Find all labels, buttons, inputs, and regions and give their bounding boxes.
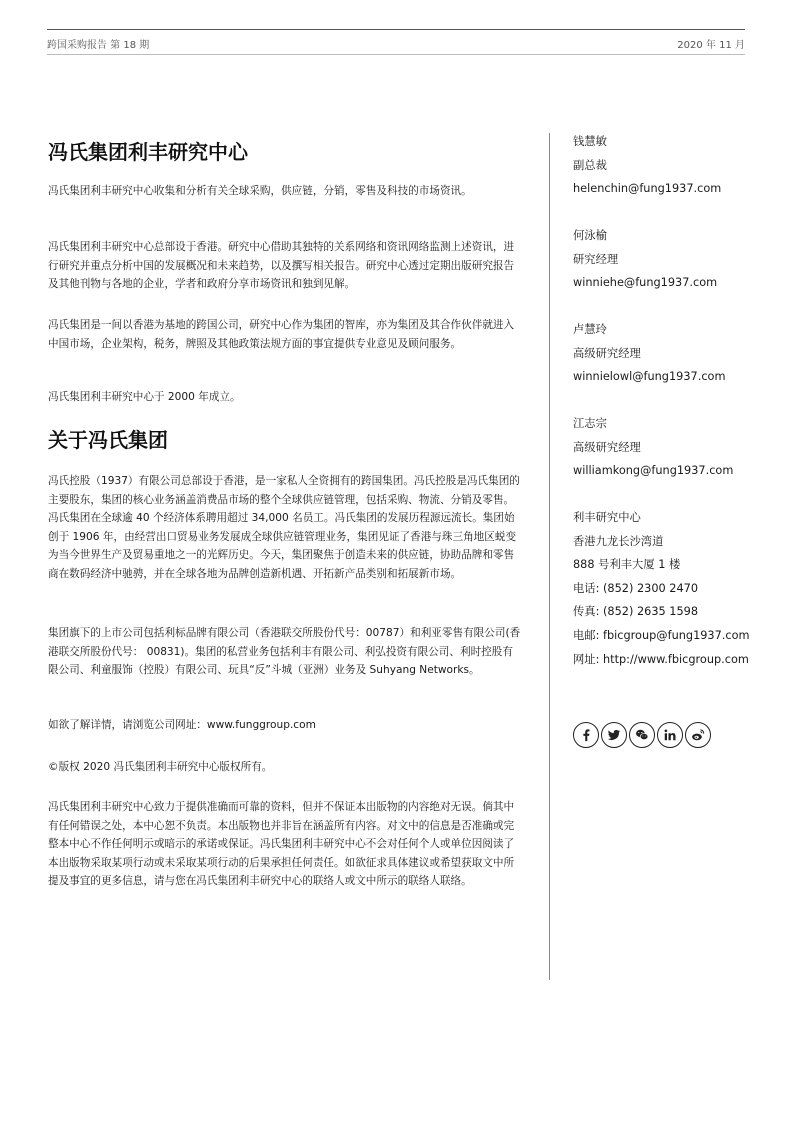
contact-name: 钱慧敏 [573, 135, 607, 148]
twitter-icon[interactable] [601, 722, 627, 748]
about-paragraph-1: 冯氏控股（1937）有限公司总部设于香港，是一家私人全资拥有的跨国集团。冯氏控股是冯氏集团的主要股东，集团的核心业务涵盖消费品市场的整个全球供应链管理，包括采购、物流、分销及零售。冯氏集团在全球逾 40 个经济体系聘用超过 34,000 名员工。冯氏集团的发展历程源远流长。集团始创于 1906 年，由经营出口贸易业务发展成全球供应链管理业务，集团见证了香港与珠三角地区蜕变为当今世界生产及贸易重地之一的光辉历史。今天，集团聚焦于创造未来的供应链，协助品牌和零售商在数码经济中驰骋，并在全球各地为品牌创造新机遇、开拓新产品类别和拓展新市场。 [48, 475, 520, 580]
about-paragraph-2: 集团旗下的上市公司包括利标品牌有限公司（香港联交所股份代号：00787）和利亚零售有限公司(香港联交所股份代号： 00831)。集团的私营业务包括利丰有限公司、利弘投资有限公司、利时控股有限公司、利童服饰（控股）有限公司、玩具“反”斗城（亚洲）业务及 Suhyang Networks。 [48, 627, 521, 677]
research-paragraph-1: 冯氏集团利丰研究中心收集和分析有关全球采购，供应链，分销，零售及科技的市场资讯。 [48, 185, 472, 197]
copyright-text: ©版权 2020 冯氏集团利丰研究中心版权所有。 [48, 761, 273, 773]
page-header [47, 29, 745, 55]
contact-email[interactable]: winniehe@fung1937.com [573, 276, 718, 290]
wechat-icon[interactable] [629, 722, 655, 748]
about-website-text: 如欲了解详情，请浏览公司网址：www.funggroup.com [48, 719, 316, 731]
contact-card [573, 412, 733, 483]
weibo-icon[interactable] [685, 722, 711, 748]
social-links [573, 722, 711, 752]
contact-title: 研究经理 [573, 252, 619, 266]
office-address-line-1: 香港九龙长沙湾道 [573, 534, 664, 548]
contact-email[interactable]: williamkong@fung1937.com [573, 464, 734, 478]
office-phone: 电话: (852) 2300 2470 [573, 581, 699, 595]
research-paragraph-2: 冯氏集团利丰研究中心总部设于香港。研究中心借助其独特的关系网络和资讯网络监测上述资讯，进行研究并重点分析中国的发展概况和未来趋势，以及撰写相关报告。研究中心透过定期出版研究报告及其他刊物与各地的企业，学者和政府分享市场资讯和独到见解。 [48, 241, 515, 291]
contact-card [573, 224, 717, 295]
contact-card [573, 130, 721, 201]
contact-name: 何泳榆 [573, 229, 607, 242]
contact-title: 高级研究经理 [573, 346, 641, 360]
office-address-line-2: 888 号利丰大厦 1 楼 [573, 558, 681, 572]
contact-card [573, 318, 725, 389]
research-paragraph-4: 冯氏集团利丰研究中心于 2000 年成立。 [48, 391, 241, 403]
contact-email[interactable]: winnielowl@fung1937.com [573, 370, 726, 384]
office-name: 利丰研究中心 [573, 511, 641, 524]
research-paragraph-3: 冯氏集团是一间以香港为基地的跨国公司，研究中心作为集团的智库，亦为集团及其合作伙伴就进入中国市场，企业架构，税务，牌照及其他政策法规方面的事宜提供专业意见及顾问服务。 [48, 319, 515, 350]
contact-email[interactable]: helenchin@fung1937.com [573, 182, 722, 196]
contact-name: 卢慧玲 [573, 323, 607, 336]
office-info [573, 506, 750, 671]
report-issue: 跨国采购报告 第 18 期 [47, 40, 150, 51]
contact-name: 江志宗 [573, 417, 607, 430]
about-title: 关于冯氏集团 [48, 428, 168, 452]
disclaimer-text: 冯氏集团利丰研究中心致力于提供准确而可靠的资料，但并不保证本出版物的内容绝对无误。倘其中有任何错误之处，本中心恕不负责。本出版物也并非旨在涵盖所有内容。对文中的信息是否准确或完整本中心不作任何明示或暗示的承诺或保证。冯氏集团利丰研究中心不会对任何个人或单位因阅读了本出版物采取某项行动或未采取某项行动的后果承担任何责任。如欲征求具体建议或希望获取文中所提及事宜的更多信息，请与您在冯氏集团利丰研究中心的联络人或文中所示的联络人联络。 [48, 801, 515, 888]
office-email[interactable]: 电邮: fbicgroup@fung1937.com [573, 628, 750, 642]
office-website[interactable]: 网址: http://www.fbicgroup.com [573, 652, 749, 666]
column-divider [549, 133, 550, 980]
office-fax: 传真: (852) 2635 1598 [573, 605, 699, 619]
contact-title: 高级研究经理 [573, 440, 641, 454]
contact-title: 副总裁 [573, 158, 607, 172]
facebook-icon[interactable] [573, 722, 599, 748]
linkedin-icon[interactable] [657, 722, 683, 748]
report-date: 2020 年 11 月 [677, 40, 745, 51]
research-center-title: 冯氏集团利丰研究中心 [48, 140, 248, 164]
